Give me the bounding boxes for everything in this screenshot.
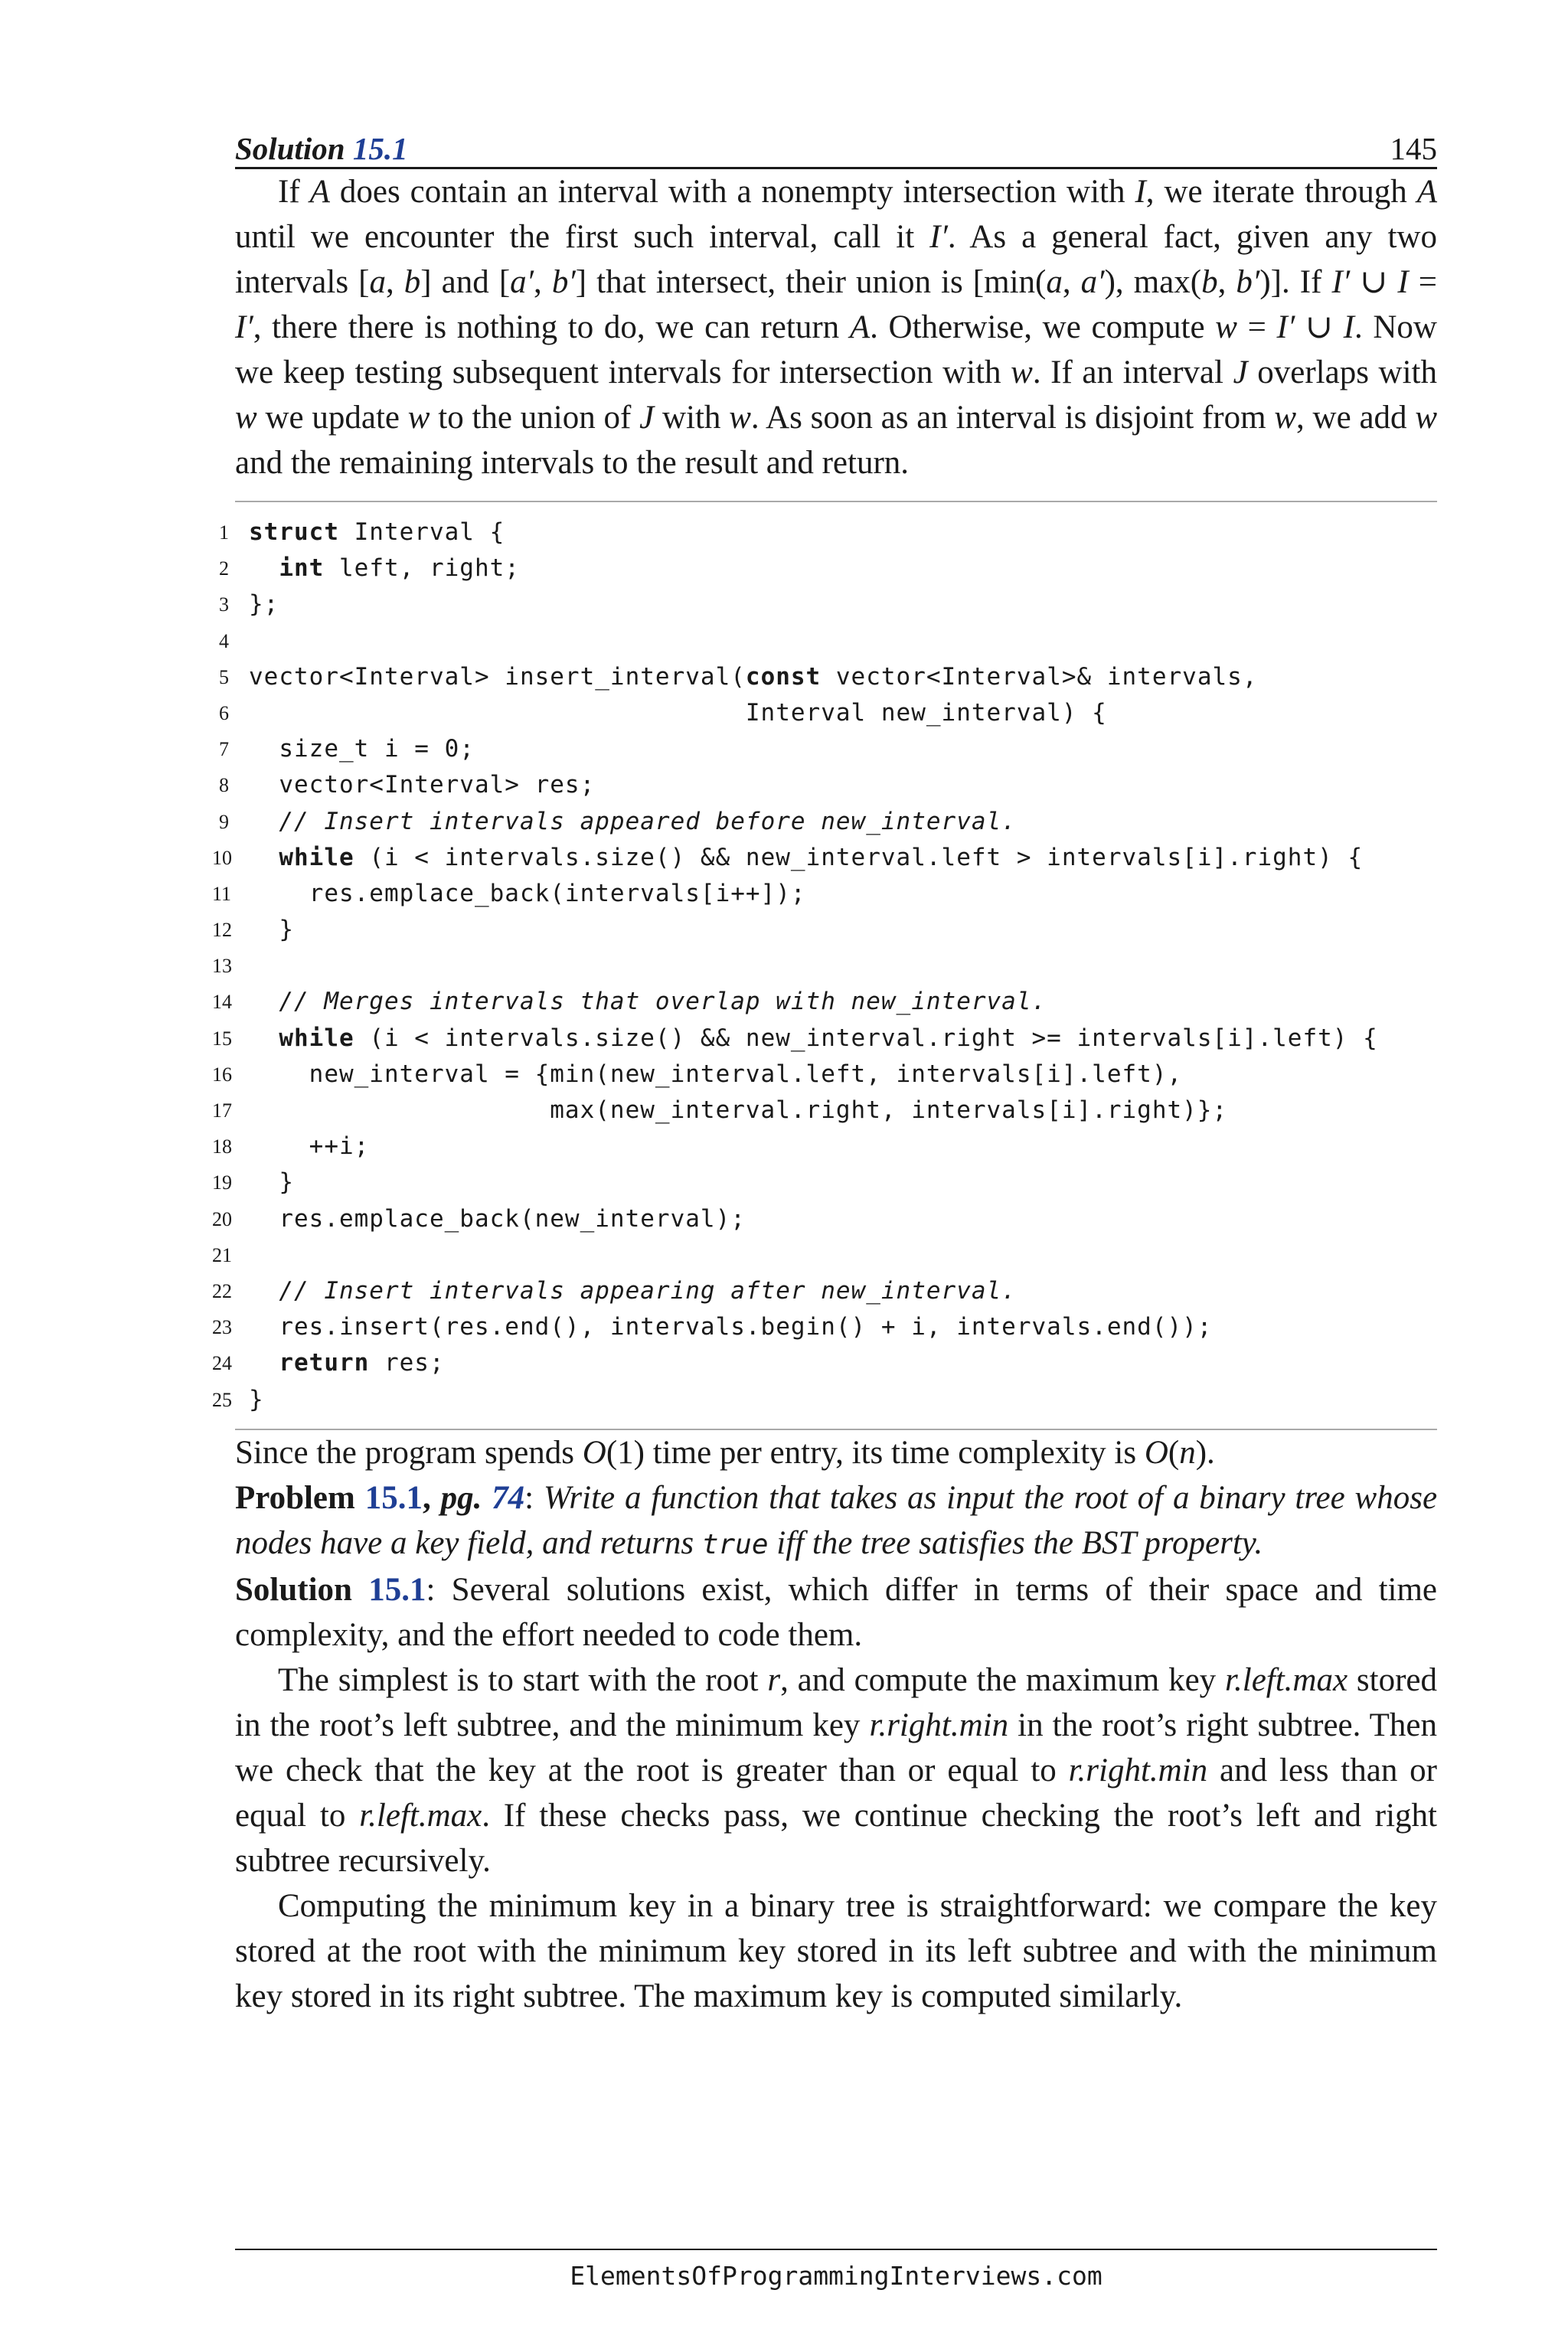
math-term: w	[235, 400, 257, 436]
problem-code-true: true	[701, 1528, 769, 1560]
code-text: ++i;	[249, 1132, 370, 1161]
code-line	[219, 550, 1437, 586]
min-max-paragraph: Computing the minimum key in a binary tree is straightforward: we compare the key stored at the root with the minimum key stored in its left subtree and with the minimum key stored in its right subtree. The maximum key is computed similarly.	[235, 1887, 1437, 2014]
code-line	[212, 1057, 1437, 1093]
code-text: while (i < intervals.size() && new_interval.right >= intervals[i].left) {	[279, 1024, 1378, 1052]
code-text: // Merges intervals that overlap with new_interval.	[279, 988, 1047, 1016]
code-line	[212, 1237, 1437, 1273]
code-line	[212, 840, 1437, 876]
page-body	[212, 115, 1438, 2019]
math-term: a	[1046, 264, 1063, 300]
math-term: n	[1179, 1434, 1196, 1471]
line-number: 8	[219, 774, 229, 797]
line-number: 7	[219, 738, 229, 761]
code-line	[219, 623, 1437, 659]
problem-statement: Problem 15.1, pg. 74: Write a function that takes as input the root of a binary tree whose nodes have a key field, and returns true iff the tree satisfies the BST property.	[235, 1479, 1438, 1561]
code-line	[219, 659, 1437, 695]
code-listing	[212, 501, 1437, 1430]
code-text: size_t i = 0;	[249, 735, 475, 763]
code-text: // Insert intervals appearing after new_interval.	[279, 1276, 1017, 1305]
math-term: w	[1415, 400, 1438, 436]
code-text: return res;	[279, 1349, 445, 1377]
running-head-section-link[interactable]: 15.1	[352, 131, 408, 166]
line-number: 22	[212, 1279, 232, 1302]
line-number: 16	[212, 1063, 232, 1086]
math-term: O	[582, 1434, 606, 1471]
code-line	[212, 912, 1437, 948]
complexity-paragraph: Since the program spends O(1) time per entry, its time complexity is O(n).	[235, 1434, 1215, 1471]
code-text: res.emplace_back(new_interval);	[249, 1204, 746, 1233]
line-number: 21	[212, 1243, 232, 1266]
line-number: 11	[212, 882, 232, 905]
code-text: }	[249, 1385, 264, 1413]
page-number: 145	[1390, 131, 1437, 166]
math-term: a	[369, 264, 386, 300]
math-term: r.right.min	[1068, 1752, 1208, 1788]
math-term: w	[1274, 400, 1297, 436]
problem-ref-link[interactable]: 15.1	[364, 1479, 423, 1516]
code-line	[212, 1021, 1437, 1057]
math-term: J	[1233, 354, 1248, 390]
code-line	[212, 1345, 1437, 1381]
code-line	[212, 1129, 1437, 1165]
math-term: A	[849, 309, 871, 345]
line-number: 17	[212, 1099, 232, 1122]
math-term: b	[403, 264, 421, 300]
code-text: res.emplace_back(intervals[i++]);	[249, 879, 806, 907]
code-text: res.insert(res.end(), intervals.begin() + i, intervals.end());	[249, 1313, 1213, 1341]
math-term: I	[1397, 264, 1409, 300]
code-text: max(new_interval.right, intervals[i].right)};	[249, 1096, 1228, 1124]
math-term: J	[639, 400, 655, 436]
code-line	[212, 876, 1437, 912]
math-term: r	[767, 1661, 781, 1698]
line-number: 24	[212, 1352, 232, 1375]
solution-intro: Solution 15.1: Several solutions exist, which differ in terms of their space and time complexity, and the effort needed to code them.	[235, 1571, 1437, 1653]
math-term: w	[1215, 309, 1237, 345]
code-line	[219, 804, 1437, 840]
math-term: a′	[510, 264, 534, 300]
code-text: }	[249, 1168, 294, 1197]
code-text	[235, 1241, 249, 1269]
code-text	[235, 952, 249, 979]
math-term: A	[309, 174, 330, 210]
intro-paragraph: If A does contain an interval with a nonempty intersection with I, we iterate through A until we encounter the first such interval, call it I′. As a general fact, given any two intervals [a, b] and [a′, b′] that intersect, their union is [min(a, a′), max(b, b′)]. If I′ ∪ I = I′, there there is nothing to do, we can return A. Otherwise, we compute w = I′ ∪ I. Now we keep testing subsequent intervals for intersection with w. If an interval J overlaps with w we update w to the union of J with w. As soon as an interval is disjoint from w, we add w and the remaining intervals to the result and return.	[235, 174, 1438, 481]
code-text: struct Interval {	[249, 518, 505, 546]
line-number: 2	[219, 557, 229, 580]
code-line	[219, 767, 1437, 803]
running-head	[235, 115, 1437, 169]
code-line	[212, 984, 1437, 1020]
footer-url[interactable]: ElementsOfProgrammingInterviews.com	[235, 2249, 1437, 2291]
code-line	[212, 1093, 1437, 1129]
solution-ref-link[interactable]: 15.1	[368, 1571, 426, 1608]
math-term: r.right.min	[869, 1707, 1009, 1743]
code-text: }	[249, 916, 294, 944]
math-term: w	[1011, 354, 1033, 390]
math-term: O	[1144, 1434, 1168, 1471]
math-term: b′	[551, 264, 576, 300]
line-number: 13	[212, 955, 232, 978]
math-term: A	[1416, 174, 1437, 210]
simplest-approach-paragraph: The simplest is to start with the root r, and compute the maximum key r.left.max stored in the root’s left subtree, and the minimum key r.right.min in the root’s right subtree. Then we check that the key at the root is greater than or equal to r.right.min and less than or equal to r.left.max. If these checks pass, we continue checking the root’s left and right subtree recursively.	[235, 1661, 1438, 1879]
code-line	[212, 1201, 1437, 1237]
problem-page-link[interactable]: 74	[492, 1479, 525, 1516]
line-number: 9	[219, 810, 229, 833]
math-term: I′	[929, 219, 948, 255]
math-term: I	[1343, 309, 1354, 345]
math-term: I′	[1276, 309, 1295, 345]
math-term: r.left.max	[1225, 1661, 1348, 1698]
line-number: 18	[212, 1135, 232, 1158]
problem-text: Write a function that takes as input the root of a binary tree whose nodes have a key field, and returns true iff the tree satisfies the BST property.	[235, 1479, 1438, 1561]
line-number: 6	[219, 701, 229, 724]
math-term: I′	[1331, 264, 1351, 300]
math-term: a′	[1080, 264, 1105, 300]
line-number: 14	[212, 991, 232, 1014]
line-number: 23	[212, 1316, 232, 1339]
code-text: // Insert intervals appeared before new_interval.	[279, 807, 1017, 835]
code-text: vector<Interval> insert_interval(const vector<Interval>& intervals,	[249, 662, 1258, 691]
code-line	[212, 948, 1437, 984]
math-term: I′	[235, 309, 253, 345]
code-line	[219, 731, 1437, 767]
running-head-section: Solution 15.1	[235, 131, 408, 166]
code-line	[212, 1382, 1437, 1418]
math-term: b′	[1236, 264, 1260, 300]
code-line	[212, 1273, 1437, 1309]
code-text: while (i < intervals.size() && new_interval.left > intervals[i].right) {	[279, 843, 1364, 871]
line-number: 1	[219, 521, 229, 544]
code-text: vector<Interval> res;	[249, 771, 596, 799]
math-term: w	[407, 400, 430, 436]
line-number: 12	[212, 919, 232, 942]
line-number: 4	[219, 629, 229, 652]
code-text: new_interval = {min(new_interval.left, intervals[i].left),	[249, 1060, 1183, 1088]
code-text: Interval new_interval) {	[249, 698, 1107, 727]
math-term: r.left.max	[359, 1797, 482, 1834]
math-term: I	[1135, 174, 1146, 210]
code-line	[212, 1309, 1437, 1345]
code-line	[219, 586, 1437, 622]
code-text	[235, 627, 249, 655]
code-text: };	[249, 590, 279, 619]
line-number: 25	[212, 1388, 232, 1411]
code-line	[219, 514, 1437, 550]
code-text: int left, right;	[279, 554, 520, 583]
line-number: 3	[219, 593, 229, 616]
code-line	[212, 1165, 1437, 1200]
line-number: 10	[212, 846, 232, 869]
line-number: 20	[212, 1207, 232, 1230]
math-term: w	[729, 400, 751, 436]
line-number: 5	[219, 665, 229, 688]
line-number: 15	[212, 1027, 232, 1050]
math-term: b	[1201, 264, 1218, 300]
line-number: 19	[212, 1171, 232, 1194]
code-line	[219, 695, 1437, 731]
